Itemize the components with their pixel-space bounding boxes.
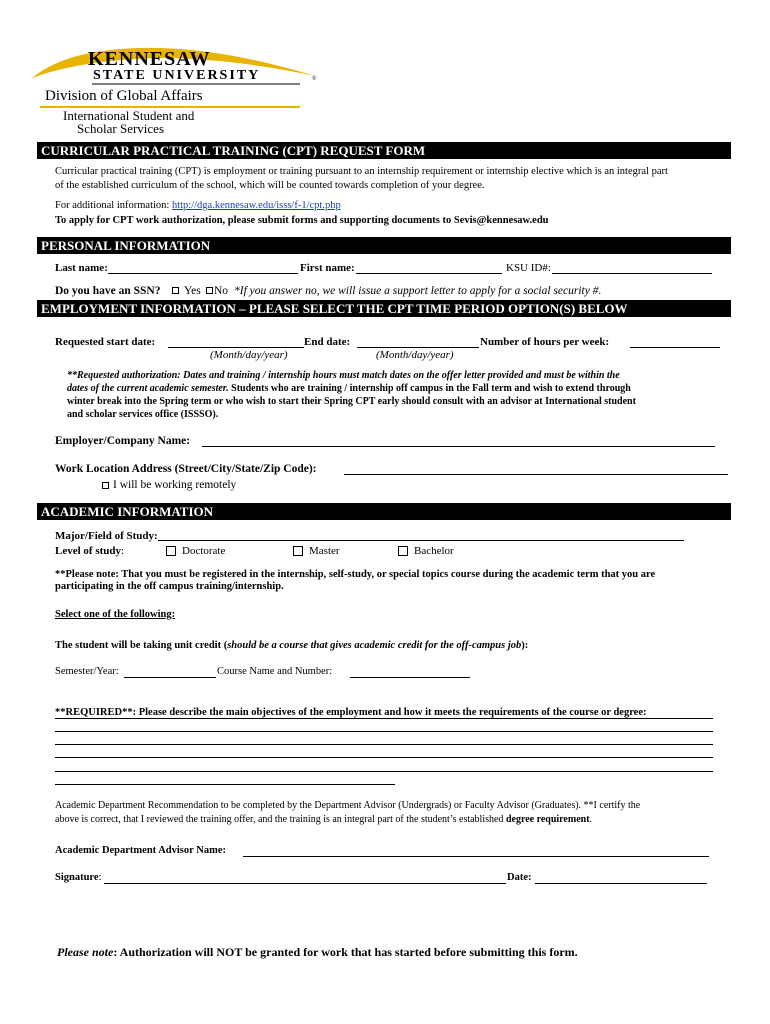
description-line-2[interactable] [55, 731, 713, 732]
signature-field[interactable] [104, 883, 506, 884]
registration-note-line1: **Please note: That you must be registered in the internship, self-study, or special topics course during the academic term that you are [55, 569, 656, 580]
authorization-note-line2a: dates of the current academic semester. [67, 383, 229, 394]
unit-credit-b: should be a course that gives academic credit for the off-campus job [227, 640, 522, 651]
remote-checkbox[interactable] [102, 482, 109, 489]
ssn-no-checkbox[interactable] [206, 287, 213, 294]
unit-credit-a: The student will be taking unit credit ( [55, 640, 228, 651]
level-colon: : [121, 545, 125, 557]
address-label: Work Location Address (Street/City/State/Zip Code): [55, 463, 317, 475]
ssn-no-label: No [214, 285, 229, 297]
authorization-note-line2b: Students who are training / internship off campus in the Fall term and wish to extend through [228, 383, 631, 394]
date-field[interactable] [535, 883, 707, 884]
start-date-field[interactable] [168, 347, 304, 348]
description-line-3[interactable] [55, 744, 713, 745]
select-one-heading: Select one of the following: [55, 609, 176, 620]
required-description-label: **REQUIRED**: Please describe the main objectives of the employment and how it meets the requirements of the course or degree: [55, 707, 647, 718]
bachelor-checkbox[interactable] [398, 546, 408, 556]
authorization-note-line3: winter break into the Spring term or who wish to start their Spring CPT early should consult with an advisor at International student [67, 396, 636, 407]
ssn-yes-checkbox[interactable] [172, 287, 179, 294]
cpt-info-link[interactable]: http://dga.kennesaw.edu/isss/f-1/cpt.php [171, 200, 341, 211]
hours-field[interactable] [630, 347, 720, 348]
ksu-id-field[interactable] [552, 273, 712, 274]
ssn-note: *If you answer no, we will issue a support letter to apply for a social security #. [234, 285, 602, 297]
cpt-apply-instructions: To apply for CPT work authorization, please submit forms and supporting documents to Sevis@kennesaw.edu [55, 215, 549, 226]
employer-label: Employer/Company Name: [55, 435, 191, 447]
semester-field[interactable] [124, 677, 216, 678]
address-field[interactable] [344, 474, 728, 475]
employer-field[interactable] [202, 446, 715, 447]
recommendation-line1: Academic Department Recommendation to be completed by the Department Advisor (Undergrads) or Faculty Advisor (Graduates). **I certify the [55, 800, 641, 811]
trademark: ® [312, 76, 317, 82]
hours-label: Number of hours per week: [480, 336, 610, 348]
doctorate-label: Doctorate [182, 545, 226, 557]
description-line-4[interactable] [55, 757, 713, 758]
employment-section-header: EMPLOYMENT INFORMATION – PLEASE SELECT THE CPT TIME PERIOD OPTION(S) BELOW [37, 300, 731, 317]
bachelor-label: Bachelor [414, 545, 454, 557]
cpt-intro-line1: Curricular practical training (CPT) is employment or training pursuant to an internship requirement or internship elective which is an integral part [55, 166, 668, 177]
authorization-note-line1: **Requested authorization: Dates and training / internship hours must match dates on the offer letter provided and must be within the [67, 370, 620, 381]
recommendation-line2c: . [589, 814, 593, 825]
logo-office-line2: Scholar Services [77, 121, 165, 136]
course-field[interactable] [350, 677, 470, 678]
logo-office-line1: International Student and [63, 108, 195, 123]
remote-label: I will be working remotely [113, 479, 237, 491]
final-note-b: : Authorization will NOT be granted for work that has started before submitting this form. [113, 945, 578, 959]
date-label: Date: [507, 872, 532, 883]
authorization-note-line4: and scholar services office (ISSSO). [67, 409, 219, 420]
description-line-1[interactable] [55, 718, 713, 719]
registration-note-line2: participating in the off campus training/internship. [55, 581, 284, 592]
cpt-intro-line2: of the established curriculum of the school, which will be counted towards completion of your degree. [55, 180, 485, 191]
info-label: For additional information: [55, 200, 170, 211]
end-date-field[interactable] [357, 347, 479, 348]
academic-section-header: ACADEMIC INFORMATION [37, 503, 731, 520]
description-line-6[interactable] [55, 784, 395, 785]
personal-section-header: PERSONAL INFORMATION [37, 237, 731, 254]
major-field[interactable] [158, 540, 684, 541]
recommendation-line2b: degree requirement [505, 814, 590, 825]
unit-credit-c: ): [521, 640, 529, 651]
doctorate-checkbox[interactable] [166, 546, 176, 556]
ksu-id-label: KSU ID#: [506, 262, 551, 274]
logo-name-line2: STATE UNIVERSITY [93, 68, 261, 83]
first-name-field[interactable] [356, 273, 502, 274]
final-note-a: Please note [57, 945, 114, 959]
course-label: Course Name and Number: [217, 666, 333, 677]
end-date-label: End date: [304, 336, 351, 348]
master-checkbox[interactable] [293, 546, 303, 556]
start-date-format: (Month/day/year) [210, 349, 288, 361]
ssn-question: Do you have an SSN? [55, 285, 161, 297]
logo-division: Division of Global Affairs [45, 88, 203, 104]
signature-label: Signature [55, 872, 99, 883]
logo-name-line1: KENNESAW [88, 48, 211, 70]
end-date-format: (Month/day/year) [376, 349, 454, 361]
start-date-label: Requested start date: [55, 336, 156, 348]
ssn-yes-label: Yes [184, 285, 201, 297]
first-name-label: First name: [300, 262, 355, 274]
recommendation-line2a: above is correct, that I reviewed the training offer, and the training is an integral part of the student’s established [55, 814, 506, 825]
advisor-name-field[interactable] [243, 856, 709, 857]
level-label: Level of study [55, 545, 121, 557]
cpt-section-header: CURRICULAR PRACTICAL TRAINING (CPT) REQUEST FORM [37, 142, 731, 159]
advisor-name-label: Academic Department Advisor Name: [55, 845, 226, 856]
last-name-field[interactable] [108, 273, 298, 274]
semester-label: Semester/Year: [55, 666, 119, 677]
master-label: Master [309, 545, 340, 557]
major-label: Major/Field of Study: [55, 530, 158, 542]
description-line-5[interactable] [55, 771, 713, 772]
last-name-label: Last name: [55, 262, 108, 274]
